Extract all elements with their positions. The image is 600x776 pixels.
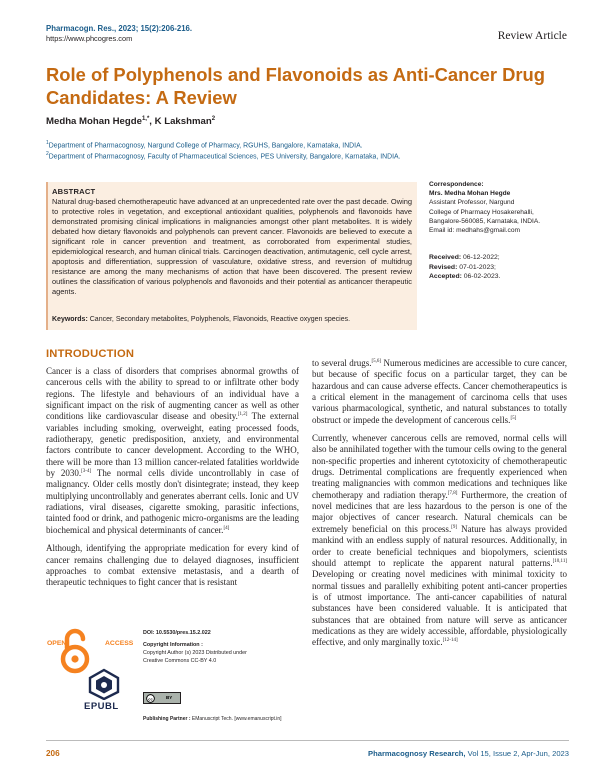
accepted-date [429, 272, 569, 282]
received-value: 06-12-2022; [463, 254, 500, 261]
partner-name[interactable]: EManuscript Tech. [www.emanuscript.in] [191, 716, 282, 722]
revised-date [429, 263, 569, 273]
footer-journal-name: Pharmacognosy Research, [368, 749, 466, 758]
keywords-label: Keywords: [52, 316, 88, 323]
article-title [46, 63, 566, 109]
cc-by-badge[interactable] [143, 692, 181, 704]
cc-by-label: BY [166, 695, 173, 700]
journal-reference: Pharmacogn. Res., 2023; 15(2):206-216. [46, 24, 193, 33]
author-2: , K Lakshman [149, 116, 212, 128]
body-text: The normal cells divide uncontrollably in case of malignancy. Older cells mostly don't disintegrate; instead, they keep multiplying uncontrollably and generates aberrant cells. Ionic and UV radiations, viral diseases, cigarette smoking, parasitic infections, tainted food or drink, and pathogenic micro-organisms are the leading biochemical and physical determinants of cancer. [46, 468, 299, 535]
epubl-wordmark: EPUBL [84, 701, 119, 712]
correspondence-label: Correspondence: [429, 181, 484, 188]
affiliation-2-text: Department of Pharmacognosy, Faculty of Pharmaceutical Sciences, PES University, Bangalore, Karnataka, INDIA. [48, 153, 401, 161]
revised-value: 07-01-2023; [459, 263, 496, 271]
correspondence-email[interactable] [429, 226, 569, 235]
citation[interactable]: [12-14] [442, 638, 458, 644]
title-line-2: Candidates: A Review [46, 87, 237, 108]
footer-rule [46, 740, 569, 741]
abstract-heading: ABSTRACT [52, 187, 96, 196]
article-dates [429, 253, 569, 282]
author-list [46, 116, 215, 127]
intro-paragraph [46, 543, 299, 588]
received-date [429, 253, 569, 263]
doi[interactable] [143, 629, 303, 637]
citation[interactable]: [5] [510, 415, 517, 421]
citation[interactable]: [3-4] [81, 469, 92, 475]
body-text: Numerous medicines are accessible to cure cancer, but because of specific focus on a particular target, they can be hazardous and can cause adverse effects. Cancer chemotherapeutics is a critical element in the management of carcinoma cells that uses various pharmacological, synthetic, and natural substances to totally obstruct or impede the development of cancerous cells. [312, 358, 567, 425]
correspondence-line: Assistant Professor, Nargund [429, 199, 515, 207]
body-text: Although, identifying the appropriate medication for every kind of cancer remains challenging due to delayed diagnoses, insufficient approaches to combat extensive metastasis, and a dearth of therapeutic techniques to fight cancer that is resistant [46, 543, 299, 588]
introduction-heading: INTRODUCTION [46, 348, 135, 360]
email-value[interactable]: medhahs@gmail.com [456, 227, 521, 235]
body-text: Furthermore, the creation of novel medicines that are less hazardous to the person is one of the major objectives of cancer research. Natural chemicals can be extremely beneficial on this process. [312, 489, 567, 534]
revised-label: Revised: [429, 263, 458, 271]
affiliation-2-sup: 2 [46, 151, 49, 157]
author-1: Medha Mohan Hegde [46, 116, 142, 128]
partner-label: Publishing Partner : [143, 716, 191, 722]
affiliation-1-sup: 1 [46, 140, 49, 146]
copyright-line-2: Creative Commons CC-BY 4.0 [143, 658, 217, 665]
title-line-1: Role of Polyphenols and Flavonoids as Anti-Cancer Drug [46, 64, 545, 85]
publication-info [143, 629, 303, 665]
body-text: to several drugs. [312, 358, 372, 368]
author-2-sup: 2 [211, 116, 216, 122]
article-type: Review Article [497, 30, 567, 42]
affiliation-2 [46, 151, 401, 160]
intro-right-column [312, 358, 567, 649]
keywords [52, 316, 350, 323]
citation[interactable]: [4] [223, 525, 230, 531]
abstract-text: Natural drug-based chemotherapeutic have advanced at an unprecedented rate over the past decade. Owing to protective roles in vegetation, and exceptional antioxidant qualities, polyphenols and flavonoids have demonstrated promising clinical implications in malignancies amongst other plant metabolites. It is widely debated how dietary flavonoids and polyphenols can prevent cancer. Flavonoids are believed to execute a significant role in cancer prevention and treatment, as corroborated from experimental studies, epidemiological research, and human clinical trials. Carcinogen deactivation, antimutagenic, cell cycle arrest, apoptosis and differentiation, suppression of vasculature, oxidative stress, and reversion of multidrug resistance are among the many mechanisms of action that have been discovered. The present review outlines the classification of various polyphenols and flavonoids and their potential as anticancer therapeutic agents. [52, 197, 412, 297]
keywords-list: Cancer, Secondary metabolites, Polyphenols, Flavonoids, Reactive oxygen species. [89, 316, 351, 323]
publishing-partner [143, 716, 282, 722]
intro-paragraph [46, 366, 299, 536]
correspondence-line: College of Pharmacy Hosakerehalli, [429, 208, 534, 216]
accepted-label: Accepted: [429, 273, 462, 281]
body-text: Cancer is a class of disorders that comprises abnormal growths of cancerous cells with the ability to spread to or infiltrate other body regions. The lifestyle and behaviours of an individual have a significant impact on the risk of augmenting cancer as well as other conditions like cardiovascular disease and obesity. [46, 366, 299, 422]
open-access-access: ACCESS [105, 640, 134, 647]
journal-url[interactable]: https://www.phcogres.com [46, 34, 133, 43]
intro-left-column [46, 366, 299, 589]
email-label: Email id: [429, 227, 455, 235]
body-text: Currently, whenever cancerous cells are removed, normal cells will also be annihilated together with the tumour cells owing to the general non-specific properties and inherent cytotoxicity of chemotherapeutic drugs. Detrimental complications are frequently experienced when treating malignancies with common medications and techniques like chemotherapy and radiation therapy. [312, 433, 567, 500]
page-number: 206 [46, 749, 60, 758]
correspondence [429, 180, 569, 235]
open-access-open: OPEN [47, 640, 67, 647]
received-label: Received: [429, 254, 462, 261]
copyright-line-1: Copyright Author (s) 2023 Distributed under [143, 650, 247, 657]
copyright-label-text: Copyright Information : [143, 642, 203, 649]
body-text: Developing or creating novel medicines with minimal toxicity to normal tissues and parallelly exhibiting potent anti-cancer properties is of utmost importance. The anti-cancer capabilities of natural substances have been considered valuable. It is anticipated that substances that are obtained from nature will serve as anticancer medications as they are widely accessible, affordable, physiologically effective, and only marginally toxic. [312, 569, 567, 648]
citation[interactable]: [10,11] [552, 558, 567, 564]
correspondence-name: Mrs. Medha Mohan Hegde [429, 190, 511, 198]
copyright-label [143, 641, 303, 649]
cc-icon [146, 694, 155, 703]
epubl-logo-icon [84, 668, 124, 700]
footer-journal [368, 749, 569, 758]
affiliation-1 [46, 140, 363, 149]
affiliation-1-text: Department of Pharmacognosy, Nargund College of Pharmacy, RGUHS, Bangalore, Karnataka, INDIA. [48, 142, 363, 150]
body-text: The external variables including smoking, overweight, eating processed foods, radiotherapy, genetic predisposition, anxiety, and environmental factors contribute to cancer development. According to the WHO, there will be more than 13 million cancer-related fatalities worldwide by 2030. [46, 411, 300, 479]
body-text: Nature has always provided mankind with an endless supply of natural resources. Additionally, in order to create beneficial techniques and biopolymers, scientists should attempt to replicate the apparent natural patterns. [312, 523, 567, 568]
svg-text:cc: cc [148, 696, 153, 702]
citation[interactable]: [7,8] [447, 490, 458, 496]
citation[interactable]: [1,2] [237, 412, 248, 418]
footer-issue: Vol 15, Issue 2, Apr-Jun, 2023 [467, 749, 569, 758]
author-1-sup: 1,* [141, 116, 150, 122]
citation[interactable]: [5,6] [371, 359, 382, 364]
intro-paragraph [312, 358, 567, 426]
doi-text[interactable]: DOI: 10.5530/pres.15.2.022 [143, 630, 211, 636]
intro-paragraph [312, 433, 567, 649]
correspondence-line: Bangalore-560085, Karnataka, INDIA. [429, 217, 541, 225]
citation[interactable]: [9] [451, 524, 458, 530]
accepted-value: 06-02-2023. [463, 273, 501, 281]
